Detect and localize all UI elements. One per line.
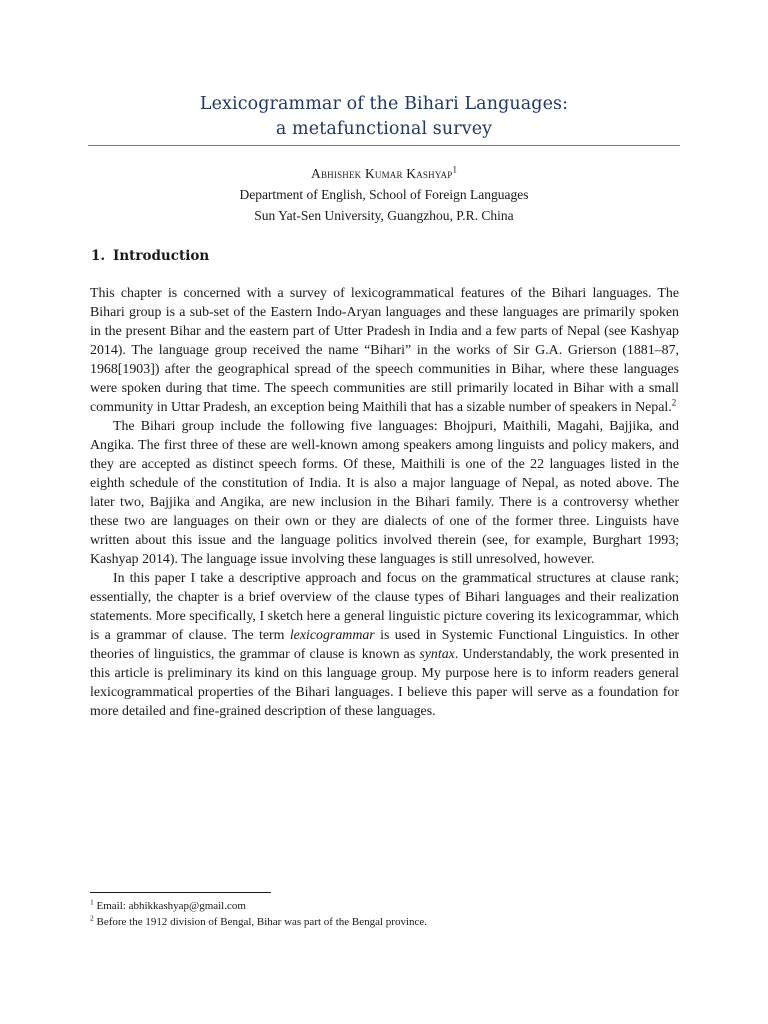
paragraph-2: The Bihari group include the following five languages: Bhojpuri, Maithili, Magahi, Bajjika, and Angika. The first three of these are well-known among speakers among linguists and policy makers, and they are accepted as distinct speech forms. Of these, Maithili is one of the 22 languages listed in the eighth schedule of the constitution of India. It is also a major language of Nepal, as noted above. The later two, Bajjika and Angika, are new inclusion in the Bihari family. There is a controversy whether these two are languages on their own or they are dialects of one of the former three. Linguists have written about this issue and the language politics involved therein (see, for example, Burghart 1993; Kashyap 2014). The language issue involving these languages is still unresolved, however. [90,419,679,567]
title-divider [88,145,680,146]
term-lexicogrammar: lexicogrammar [289,628,375,643]
section-number: 1. [91,248,106,264]
section-heading [91,248,209,264]
paragraph-3-text-c: . Understandably, the work presented in this article is preliminary its kind on this language group. My purpose here is to inform readers general lexicogrammatical properties of the Bihari languages. I believe this paper will serve as a foundation for more detailed and fine-grained description of these languages. [90,647,679,719]
paragraph-3 [90,569,679,721]
footnote-2-text: Before the 1912 division of Bengal, Bihar was part of the Bengal province. [96,916,428,928]
author-department: Department of English, School of Foreign Languages [239,187,529,202]
term-syntax: syntax [419,647,455,662]
paragraph-1-text: This chapter is concerned with a survey of lexicogrammatical features of the Bihari languages. The Bihari group is a sub-set of the Eastern Indo-Aryan languages and these languages are primarily spoken in the present Bihar and the eastern part of Utter Pradesh in India and a few parts of Nepal (see Kashyap 2014). The language group received the name “Bihari” in the works of Sir G.A. Grierson (1881–87, 1968[1903]) after the geographical spread of the speech communities in Bihar, where these languages were spoken during that time. The speech communities are still primarily located in Bihar with a small community in Uttar Pradesh, an exception being Maithili that has a sizable number of speakers in Nepal. [90,286,679,415]
author-block [88,163,680,226]
author-name: Abhishek Kumar Kashyap [311,166,453,181]
footnote-ref-2: 2 [671,397,677,408]
footnote-2-mark: 2 [90,913,94,923]
title-line-1: Lexicogrammar of the Bihari Languages: [199,94,569,114]
paragraph-1 [90,284,679,417]
footnote-2 [90,914,680,930]
footnote-1-text: Email: abhikkashyap@gmail.com [96,900,246,912]
body-text [90,284,679,721]
paragraph-3-text-a: In this paper I take a descriptive approach and focus on the grammatical structures at clause rank; essentially, the chapter is a brief overview of the clause types of Bihari languages and their realization statements. More specifically, I sketch here a general linguistic picture covering its lexicogrammar, which is a grammar of clause. The term [90,571,679,643]
footnotes [90,898,680,930]
paper-title [88,92,680,142]
section-title: Introduction [113,248,210,264]
footnote-divider [90,892,271,893]
author-line [88,163,680,184]
paragraph-3-text-b: is used in Systemic Functional Linguistics. In other theories of linguistics, the grammar of clause is known as [90,628,679,662]
title-line-2: a metafunctional survey [275,119,493,139]
footnote-1-mark: 1 [90,897,94,907]
footnote-1 [90,898,680,914]
author-footnote-mark: 1 [452,164,457,175]
author-university: Sun Yat-Sen University, Guangzhou, P.R. China [254,208,514,223]
